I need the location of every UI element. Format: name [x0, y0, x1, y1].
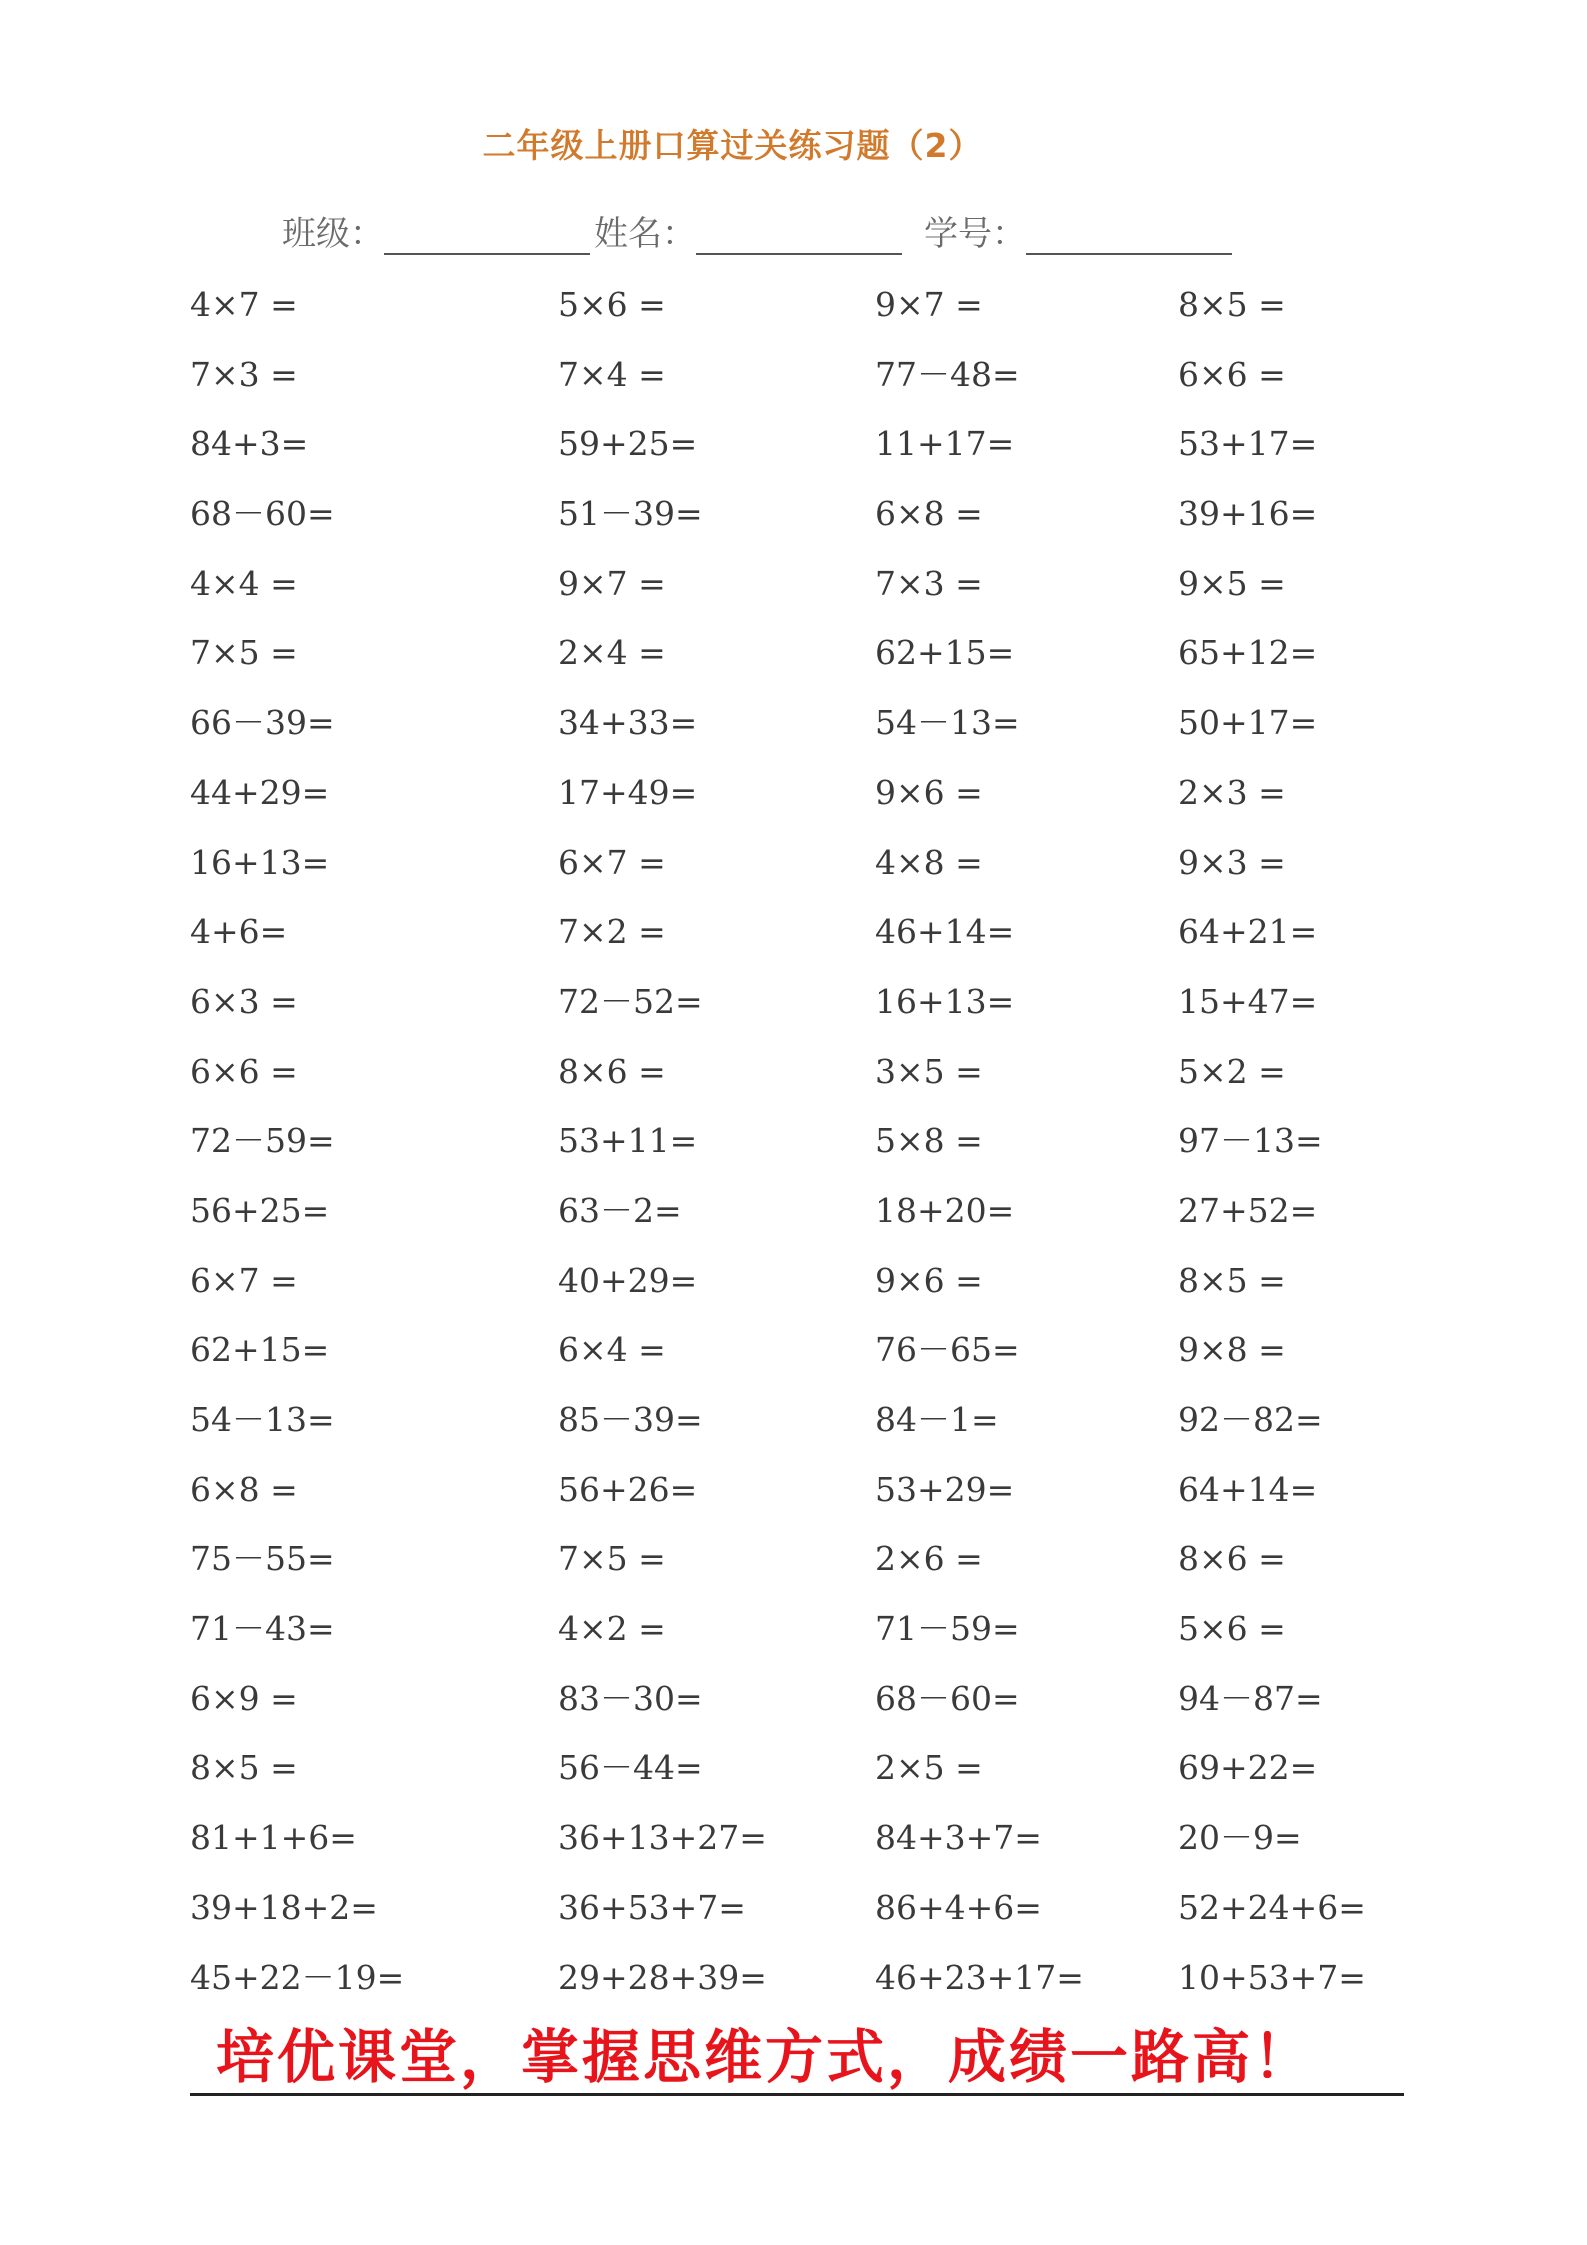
problem-cell: 5×6 = [558, 285, 666, 324]
problem-cell: 6×6 = [190, 1051, 298, 1091]
problem-cell: 5×6 = [1178, 1609, 1286, 1649]
problem-cell: 4×4 = [190, 563, 298, 603]
problem-cell: 9×5 = [1178, 563, 1286, 603]
student-info-row [282, 205, 1236, 255]
class-label: 班级： [282, 214, 384, 254]
problem-cell: 6×8 = [190, 1469, 298, 1509]
problem-cell: 5×2 = [1178, 1051, 1286, 1091]
problem-cell: 62+15= [190, 1330, 330, 1370]
problem-cell: 46+14= [875, 912, 1015, 952]
problem-cell: 7×2 = [558, 912, 666, 952]
problem-cell: 77－48= [875, 354, 1020, 394]
problem-cell: 16+13= [190, 842, 330, 882]
problem-cell: 6×3 = [190, 981, 298, 1021]
problem-cell: 54－13= [190, 1400, 335, 1439]
problem-cell: 39+18+2= [190, 1887, 378, 1927]
problem-cell: 9×8 = [1178, 1330, 1286, 1370]
problem-cell: 56+26= [558, 1469, 698, 1509]
problem-cell: 15+47= [1178, 981, 1318, 1021]
problem-cell: 81+1+6= [190, 1818, 357, 1858]
problem-cell: 9×7 = [875, 285, 983, 324]
problem-cell: 86+4+6= [875, 1887, 1042, 1927]
problem-cell: 69+22= [1178, 1748, 1318, 1788]
problem-cell: 8×5 = [1178, 1260, 1286, 1300]
problem-cell: 18+20= [875, 1190, 1015, 1230]
problem-cell: 56－44= [558, 1748, 703, 1788]
problem-cell: 44+29= [190, 772, 330, 812]
problem-cell: 94－87= [1178, 1678, 1323, 1718]
problem-cell: 62+15= [875, 633, 1015, 673]
problem-cell: 8×5 = [1178, 285, 1286, 324]
problem-cell: 11+17= [875, 424, 1015, 464]
problem-cell: 51－39= [558, 494, 703, 534]
problem-cell: 2×4 = [558, 633, 666, 673]
number-label: 学号： [924, 214, 1026, 254]
problem-cell: 4×8 = [875, 842, 983, 882]
problem-cell: 9×7 = [558, 563, 666, 603]
problem-cell: 4×2 = [558, 1609, 666, 1649]
problem-cell: 4×7 = [190, 285, 298, 324]
problem-cell: 71－43= [190, 1609, 335, 1649]
problem-cell: 53+17= [1178, 424, 1318, 464]
problem-cell: 8×5 = [190, 1748, 298, 1788]
problem-cell: 7×5 = [190, 633, 298, 673]
problem-cell: 6×9 = [190, 1678, 298, 1718]
problem-cell: 53+11= [558, 1121, 698, 1161]
problem-cell: 9×3 = [1178, 842, 1286, 882]
problem-cell: 56+25= [190, 1190, 330, 1230]
problem-cell: 52+24+6= [1178, 1887, 1366, 1927]
problem-cell: 9×6 = [875, 1260, 983, 1300]
problem-cell: 97－13= [1178, 1121, 1323, 1161]
problem-cell: 64+21= [1178, 912, 1318, 952]
problem-cell: 16+13= [875, 981, 1015, 1021]
problem-cell: 76－65= [875, 1330, 1020, 1370]
name-blank[interactable] [696, 213, 902, 255]
problem-cell: 10+53+7= [1178, 1957, 1366, 1997]
problem-cell: 5×8 = [875, 1121, 983, 1161]
problem-cell: 84+3= [190, 424, 309, 464]
problem-cell: 36+13+27= [558, 1818, 767, 1858]
problem-cell: 2×5 = [875, 1748, 983, 1788]
problem-cell: 36+53+7= [558, 1887, 746, 1927]
problem-cell: 2×3 = [1178, 772, 1286, 812]
problem-cell: 85－39= [558, 1400, 703, 1439]
problem-cell: 7×5 = [558, 1539, 666, 1579]
problem-cell: 53+29= [875, 1469, 1015, 1509]
problem-cell: 6×8 = [875, 494, 983, 534]
problem-cell: 6×4 = [558, 1330, 666, 1370]
problem-cell: 17+49= [558, 772, 698, 812]
problem-cell: 65+12= [1178, 633, 1318, 673]
problem-cell: 8×6 = [558, 1051, 666, 1091]
problem-cell: 6×7 = [558, 842, 666, 882]
slogan: 培优课堂，掌握思维方式，成绩一路高！ [216, 2023, 1315, 2091]
problem-cell: 27+52= [1178, 1190, 1318, 1230]
problem-cell: 2×6 = [875, 1539, 983, 1579]
problem-cell: 7×3 = [190, 354, 298, 394]
problem-cell: 39+16= [1178, 494, 1318, 534]
problem-cell: 9×6 = [875, 772, 983, 812]
problem-cell: 84－1= [875, 1400, 999, 1439]
problem-cell: 66－39= [190, 703, 335, 743]
problem-cell: 54－13= [875, 703, 1020, 743]
problem-cell: 92－82= [1178, 1400, 1323, 1439]
worksheet-title: 二年级上册口算过关练习题（2） [482, 126, 983, 165]
problem-cell: 64+14= [1178, 1469, 1318, 1509]
problem-cell: 71－59= [875, 1609, 1020, 1649]
problem-cell: 50+17= [1178, 703, 1318, 743]
problem-cell: 7×3 = [875, 563, 983, 603]
problem-cell: 6×6 = [1178, 354, 1286, 394]
problem-cell: 3×5 = [875, 1051, 983, 1091]
problem-cell: 59+25= [558, 424, 698, 464]
problem-cell: 20－9= [1178, 1818, 1302, 1858]
problem-cell: 4+6= [190, 912, 288, 952]
problem-cell: 83－30= [558, 1678, 703, 1718]
problem-cell: 68－60= [875, 1678, 1020, 1718]
problem-cell: 34+33= [558, 703, 698, 743]
class-blank[interactable] [384, 213, 590, 255]
number-blank[interactable] [1026, 213, 1232, 255]
problem-cell: 40+29= [558, 1260, 698, 1300]
name-label: 姓名： [594, 214, 696, 254]
problem-cell: 6×7 = [190, 1260, 298, 1300]
problem-cell: 75－55= [190, 1539, 335, 1579]
problem-cell: 29+28+39= [558, 1957, 767, 1997]
problem-cell: 7×4 = [558, 354, 666, 394]
problem-cell: 84+3+7= [875, 1818, 1042, 1858]
problem-cell: 68－60= [190, 494, 335, 534]
problem-cell: 46+23+17= [875, 1957, 1084, 1997]
problem-cell: 72－59= [190, 1121, 335, 1161]
problem-cell: 63－2= [558, 1190, 682, 1230]
problem-cell: 72－52= [558, 981, 703, 1021]
problem-cell: 45+22－19= [190, 1957, 405, 1997]
bottom-rule [190, 2093, 1404, 2096]
problem-cell: 8×6 = [1178, 1539, 1286, 1579]
